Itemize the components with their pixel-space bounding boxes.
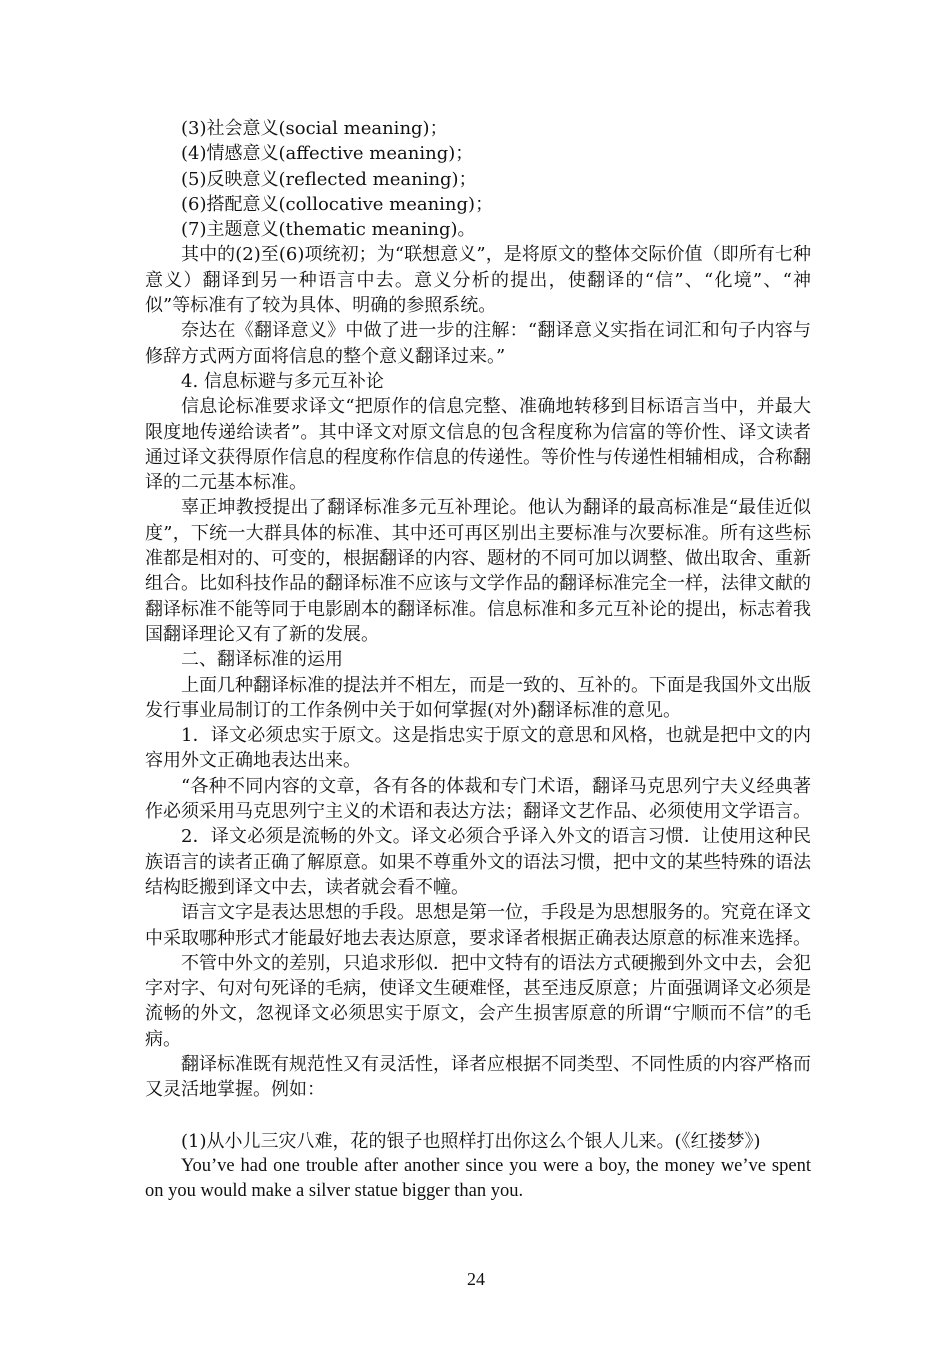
example-source: (1)从小儿三灾八难，花的银子也照样打出你这么个银人儿来。(《红搂梦》) (181, 1130, 761, 1152)
spacer (145, 1103, 811, 1129)
list-item: (6)搭配意义(collocative meaning)； (181, 193, 494, 215)
paragraph: 1．译文必须忠实于原文。这是指忠实于原文的意思和风格，也就是把中文的内容用外文正确地表达出来。 (145, 725, 811, 772)
section-heading: 二、翻译标准的运用 (181, 649, 343, 671)
section-heading: 4. 信息标避与多元互补论 (181, 370, 384, 392)
paragraph: 奈达在《翻译意义》中做了进一步的注解：“翻译意义实指在词汇和句子内容与修辞方式两方面将信息的整个意义翻译过来。” (145, 320, 811, 367)
paragraph: 不管中外文的差别，只追求形似．把中文特有的语法方式硬搬到外文中去，会犯字对字、句对句死译的毛病，使译文生硬难怪，甚至违反原意；片面强调译文必须是流畅的外文，忽视译文必须思实于原文，会产生损害原意的所谓“宁顺而不信”的毛病。 (145, 952, 811, 1050)
paragraph: 2．译文必须是流畅的外文。译文必须合乎译入外文的语言习惯．让使用这种民族语言的读者正确了解原意。如果不尊重外文的语法习惯，把中文的某些特殊的语法结构眨搬到译文中去，读者就会看不幢。 (145, 826, 811, 898)
paragraph: 上面几种翻译标准的提法并不相左，而是一致的、互补的。下面是我国外文出版发行事业局制订的工作条例中关于如何掌握(对外)翻译标准的意见。 (145, 674, 811, 721)
list-item: (3)社会意义(social meaning)； (181, 118, 448, 139)
page-number: 24 (467, 1269, 485, 1289)
example-translation: You’ve had one trouble after another since you were a boy, the money we’ve spent on you would make a silver statue bigger than you. (145, 1155, 811, 1202)
body-text (145, 116, 811, 1204)
paragraph: “各种不同内容的文章，各有各的体裁和专门术语，翻译马克思列宁夫义经典著作必须采用马克思列宁主义的术语和表达方法；翻译文艺作品、必须使用文学语言。 (145, 775, 811, 823)
paragraph: 其中的(2)至(6)项统初；为“联想意义”，是将原文的整体交际价值（即所有七种意义）翻译到另一种语言中去。意义分析的提出，使翻译的“信”、“化境”、“神似”等标准有了较为具体、明确的参照系统。 (145, 244, 811, 317)
paragraph: 信息论标准要求译文“把原作的信息完整、准确地转移到目标语言当中，并最大限度地传递给读者”。其中译文对原文信息的包含程度称为信富的等价性、译文读者通过译文获得原作信息的程度称作信息的传递性。等价性与传递性相辅相成，合称翻译的二元基本标准。 (145, 396, 811, 494)
paragraph: 辜正坤教授提出了翻译标准多元互补理论。他认为翻译的最高标准是“最佳近似度”，下统一大群具体的标准、其中还可再区别出主要标准与次要标准。所有这些标准都是相对的、可变的，根据翻译的内容、题材的不同可加以调整、做出取舍、重新组合。比如科技作品的翻译标准不应该与文学作品的翻译标准完全一样，法律文献的翻译标准不能等同于电影剧本的翻译标准。信息标准和多元互补论的提出，标志着我国翻译理论又有了新的发展。 (145, 497, 811, 645)
paragraph: 语言文字是表达思想的手段。思想是第一位，手段是为思想服务的。究竟在译文中采取哪种形式才能最好地去表达原意，要求译者根据正确表达原意的标准来选择。 (145, 902, 811, 949)
list-item: (7)主题意义(thematic meaning)。 (181, 219, 476, 241)
list-item: (5)反映意义(reflected meaning)； (181, 168, 477, 190)
list-item: (4)情感意义(affective meaning)； (181, 143, 474, 165)
paragraph: 翻译标准既有规范性又有灵活性，译者应根据不同类型、不同性质的内容严格而又灵活地掌握。例如： (145, 1053, 811, 1101)
